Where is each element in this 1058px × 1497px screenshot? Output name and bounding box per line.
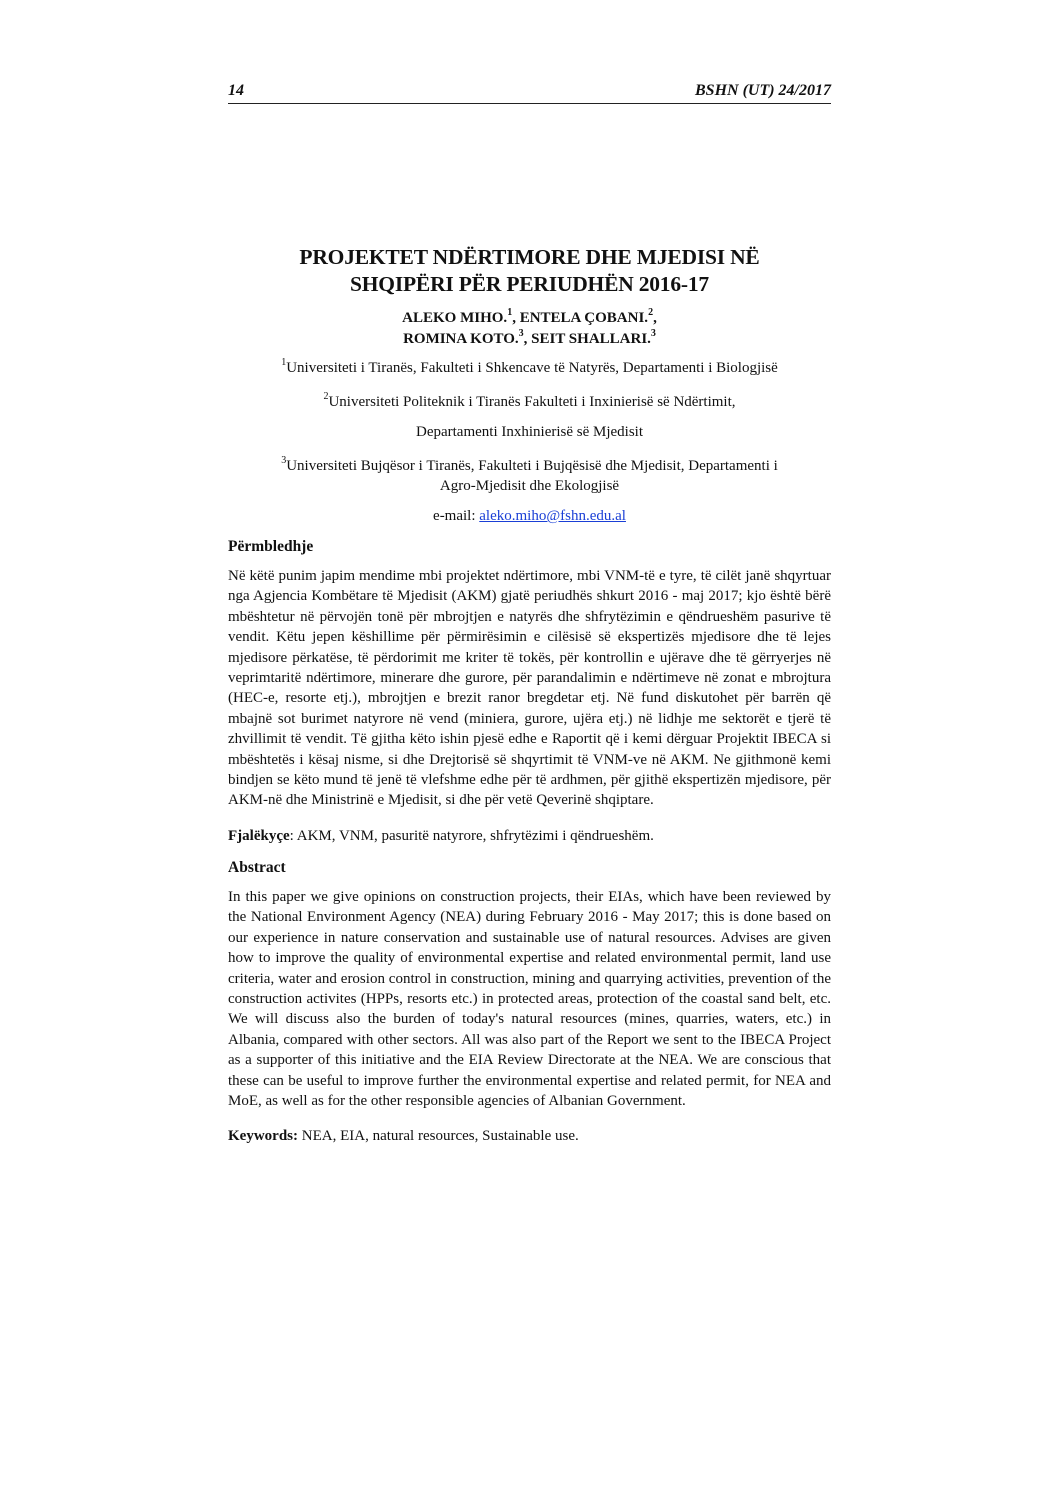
affil-marker: 3 (281, 455, 287, 466)
keywords-sq-label: Fjalëkyçe (228, 827, 290, 844)
abstract-en-text: In this paper we give opinions on construction projects, their EIAs, which have been reviewed by the National Environment Agency (NEA) during February 2016 - May 2017; this is done based on our experience in nature conservation and sustainable use of natural resources. Advises are given how to improve the quality of environmental expertise and related environmental permit, land use criteria, water and erosion control in construction, mining and quarrying activities, prevention of the construction activites (HPPs, resorts etc.) in protected areas, protection of the coastal sand belt, etc. We will discuss also the burden of today's natural resources (mines, quarries, waters, etc.) in Albania, compared with other sectors. All was also part of the Report we sent to the IBECA Project as a supporter of this initiative and the EIA Review Directorate at the NEA. We are conscious that these can be useful to improve further the environmental expertise and related permit, for NEA and MoE, as well as for the other responsible agencies of Albanian Government. (228, 888, 831, 1109)
affil-text: Universiteti i Tiranës, Fakulteti i Shkencave të Natyrës, Departamenti i Biologjisë (286, 360, 778, 376)
email-label: e-mail: (433, 508, 480, 524)
paper-title (228, 244, 831, 298)
keywords-en-label: Keywords: (228, 1128, 298, 1145)
author-list (228, 308, 831, 350)
author-name: , SEIT SHALLARI. (523, 331, 651, 347)
affil-marker: 1 (281, 357, 287, 368)
author-affil-marker: 2 (648, 307, 654, 318)
author-name: ROMINA KOTO. (403, 331, 519, 347)
paper-page (228, 82, 831, 1146)
author-affil-marker: 3 (518, 328, 524, 339)
email-link[interactable]: aleko.miho@fshn.edu.al (479, 508, 626, 524)
keywords-sq-list: : AKM, VNM, pasuritë natyrore, shfrytëzimi i qëndrueshëm. (289, 827, 654, 844)
affiliation-2 (228, 392, 831, 442)
affil-text: Agro-Mjedisit dhe Ekologjisë (439, 478, 620, 494)
author-name: ALEKO MIHO. (402, 310, 508, 326)
author-affil-marker: 1 (507, 307, 513, 318)
keywords-sq (228, 826, 831, 846)
affil-marker: 2 (323, 391, 329, 402)
author-separator: , (653, 310, 657, 326)
author-line-2 (228, 329, 831, 350)
author-affil-marker: 3 (650, 328, 656, 339)
affiliation-1 (228, 358, 831, 378)
journal-citation: BSHN (UT) 24/2017 (695, 82, 831, 99)
contact-email (228, 508, 831, 525)
keywords-en-list: NEA, EIA, natural resources, Sustainable use. (298, 1128, 579, 1145)
running-head (228, 82, 831, 104)
author-line-1 (228, 308, 831, 329)
abstract-sq-text: Në këtë punim japim mendime mbi projektet ndërtimore, mbi VNM-të e tyre, të cilët janë shqyrtuar nga Agjencia Kombëtare të Mjedisit (AKM) gjatë periudhës shkurt 2016 - maj 2017; kjo është bërë mbështetur në përvojën tonë për mbrojtjen e natyrës dhe shfrytëzimin e qëndrueshëm pasurive të vendit. Këtu jepen këshillime për përmirësimin e cilësisë së ekspertizës mjedisore dhe të lejes mjedisore përkatëse, të përdorimit me kriter të tokës, për kontrollin e ujërave dhe të gërryerjes në veprimtaritë ndërtimore, minerare dhe gurore, për parandalimin e ndërtimeve në zonat e mbrojtura (HEC-e, resorte etj.), mbrojtjen e brezit ranor bregdetar etj. Në fund diskutohet për barrën që mbajnë sot burimet natyrore në vend (miniera, gurore, ujëra etj.) në lidhje me sektorët e tjerë të zhvillimit të vendit. Të gjitha këto ishin pjesë edhe e Raportit që i kemi dërguar Projektit IBECA si mbështetës i kësaj nisme, si dhe Drejtorisë së shqyrtimit të VNM-ve në AKM. Ne gjithmonë kemi bindjen se këto mund të jenë të vlefshme edhe për të ardhmen, për gjithë ekspertizën mjedisore, për AKM-në dhe Ministrinë e Mjedisit, si dhe për vetë Qeverinë shqiptare. (228, 568, 831, 809)
affil-text: Departamenti Inxhinierisë së Mjedisit (415, 424, 644, 440)
author-name: , ENTELA ÇOBANI. (512, 310, 649, 326)
title-line-2: SHQIPËRI PËR PERIUDHËN 2016-17 (350, 272, 709, 296)
abstract-sq-heading: Përmbledhje (228, 538, 314, 555)
title-line-1: PROJEKTET NDËRTIMORE DHE MJEDISI NË (299, 245, 760, 269)
affil-text: Universiteti Politeknik i Tiranës Fakulteti i Inxinierisë së Ndërtimit, (328, 394, 736, 410)
keywords-en (228, 1126, 831, 1146)
affiliation-3 (228, 456, 831, 496)
affil-text: Universiteti Bujqësor i Tiranës, Fakulteti i Bujqësisë dhe Mjedisit, Departamenti i (286, 458, 778, 474)
page-number: 14 (228, 82, 244, 99)
abstract-en-heading: Abstract (228, 858, 286, 876)
